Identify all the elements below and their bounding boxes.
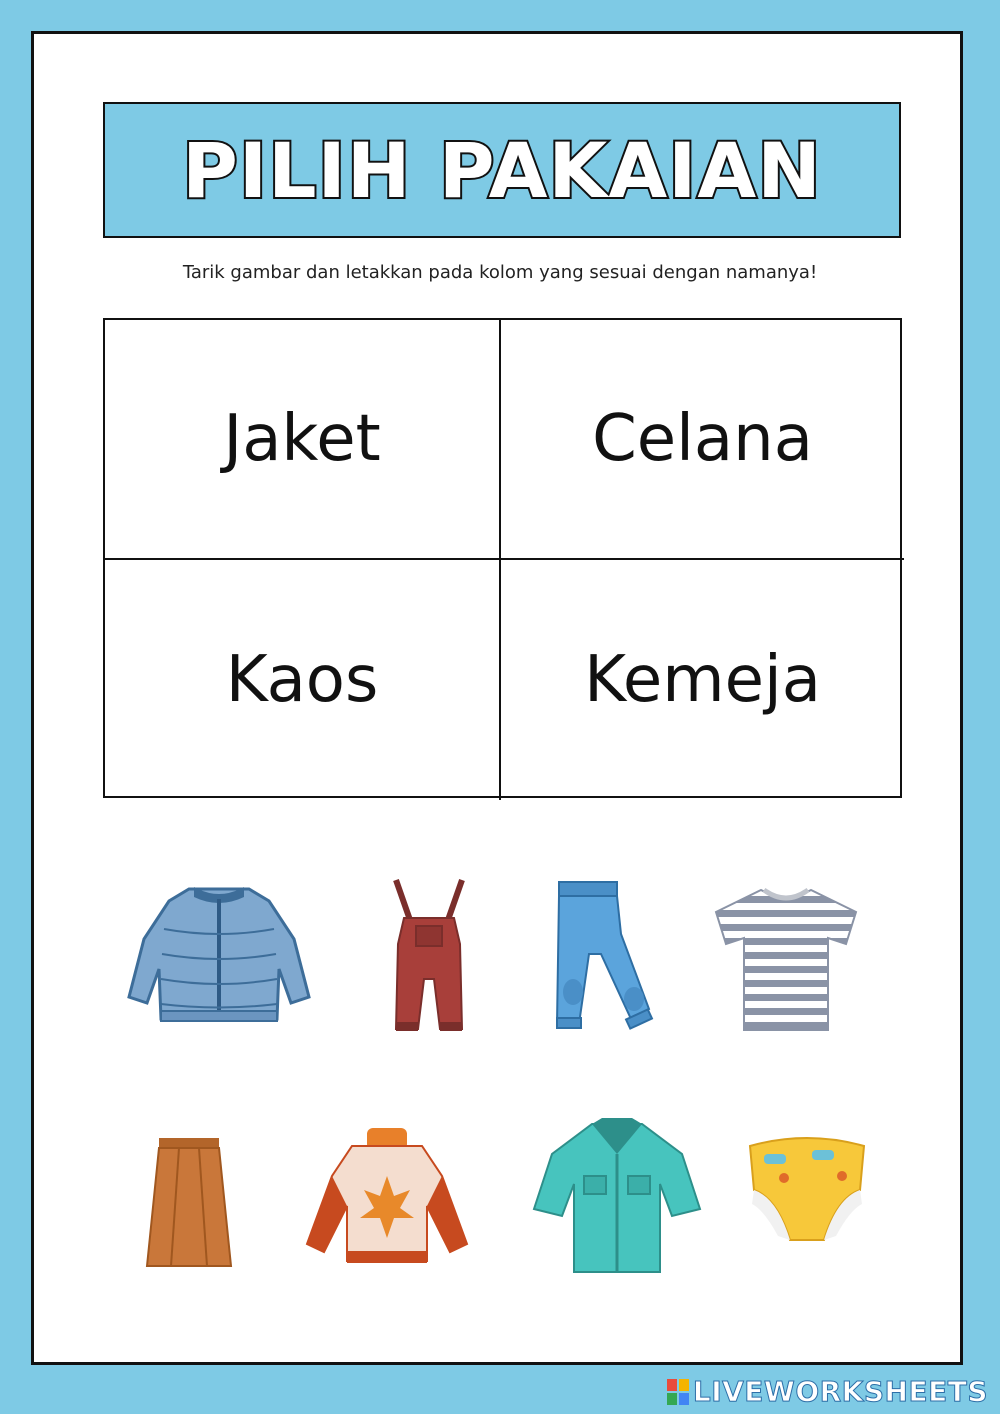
liveworksheets-logo-icon xyxy=(667,1379,689,1405)
drop-zone-kemeja[interactable] xyxy=(501,560,904,800)
overalls-icon[interactable] xyxy=(374,874,484,1039)
instruction-text: Tarik gambar dan letakkan pada kolom yang sesuai dengan namanya! xyxy=(182,262,818,283)
drop-zone-celana[interactable] xyxy=(501,320,904,560)
footer-brand-text: LIVEWORKSHEETS xyxy=(692,1375,988,1408)
underpants-icon[interactable] xyxy=(742,1128,872,1258)
puffer-jacket-icon[interactable] xyxy=(119,879,319,1039)
category-label: Kemeja xyxy=(584,643,821,717)
category-grid xyxy=(103,318,902,798)
footer-branding xyxy=(667,1375,988,1408)
skirt-icon[interactable] xyxy=(139,1134,239,1274)
category-label: Jaket xyxy=(223,402,381,476)
jeans-icon[interactable] xyxy=(539,874,669,1039)
page-title: PILIH PAKAIAN xyxy=(182,125,822,215)
category-label: Kaos xyxy=(225,643,379,717)
drop-zone-jaket[interactable] xyxy=(105,320,501,560)
worksheet-page xyxy=(31,31,963,1365)
drop-zone-kaos[interactable] xyxy=(105,560,501,800)
category-label: Celana xyxy=(592,402,813,476)
sweater-icon[interactable] xyxy=(302,1126,472,1276)
title-banner xyxy=(103,102,901,238)
striped-tshirt-icon[interactable] xyxy=(706,882,866,1037)
shirt-icon[interactable] xyxy=(532,1114,702,1279)
